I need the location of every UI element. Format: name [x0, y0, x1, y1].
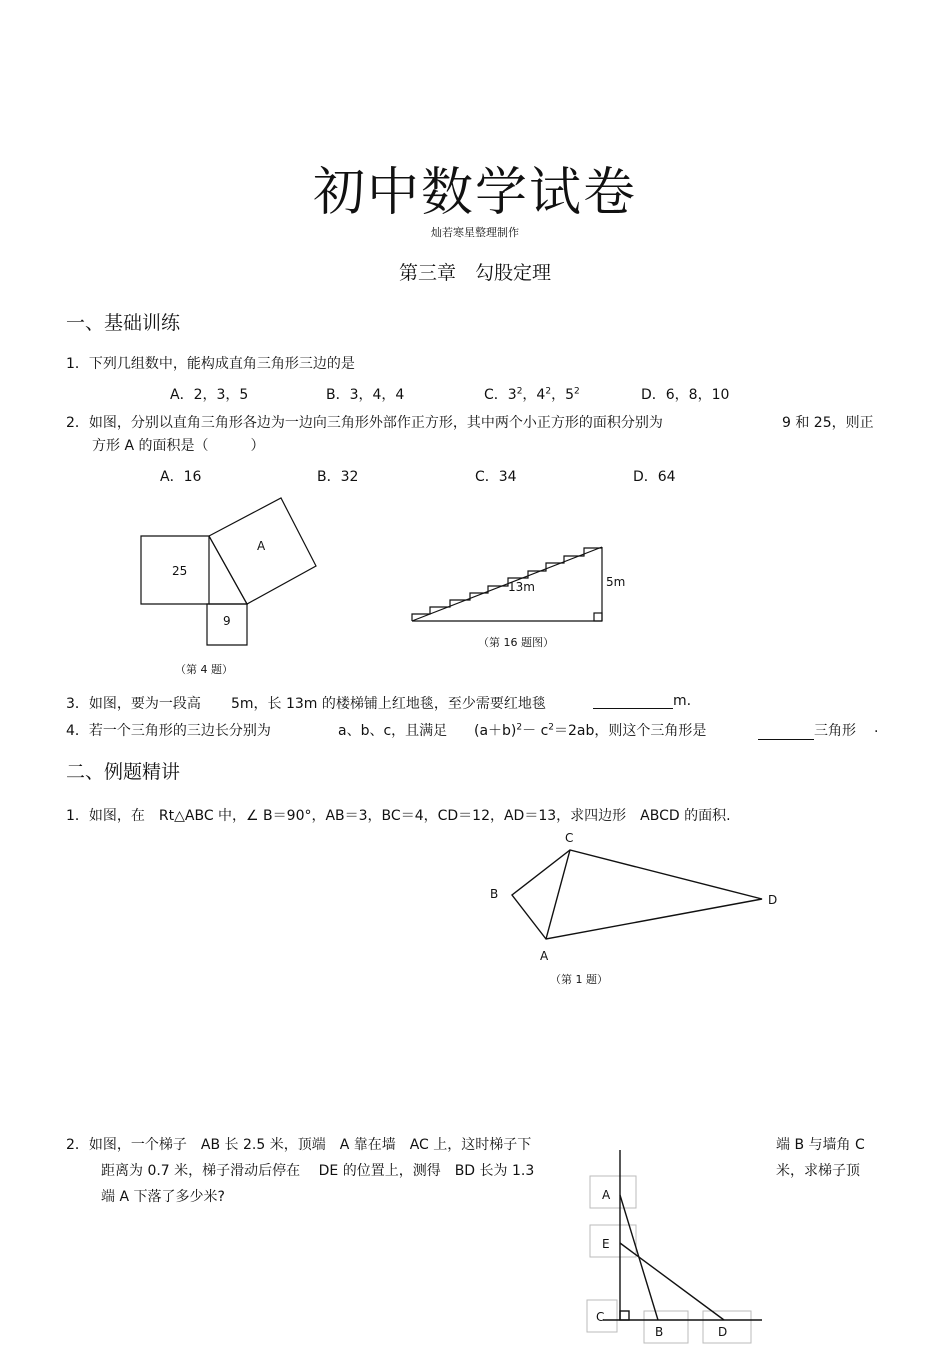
label-b: B	[655, 1325, 664, 1339]
question-2-option-a: A．16	[160, 469, 202, 485]
question-4-text-a: 4．若一个三角形的三边长分别为	[66, 723, 271, 739]
question-1-option-a: A．2，3，5	[170, 387, 249, 403]
label-a: A	[602, 1188, 611, 1202]
label-b: B	[490, 887, 499, 901]
label-box-a	[590, 1176, 636, 1208]
example-2-line3: 端 A 下落了多少米?	[101, 1189, 225, 1205]
question-4-end: .	[874, 720, 879, 736]
question-2-line1: 2．如图，分别以直角三角形各边为一边向三角形外部作正方形，其中两个小正方形的面积分别为	[66, 415, 663, 431]
example-2-line2: 距离为 0.7 米，梯子滑动后停在 DE 的位置上，测得 BD 长为 1.3	[101, 1163, 535, 1179]
question-3-blank: m.	[593, 693, 691, 709]
label-9: 9	[223, 614, 231, 628]
caption-fig16: （第 16 题图）	[478, 636, 554, 649]
label-a: A	[540, 949, 549, 963]
ladder-ed	[620, 1243, 724, 1320]
question-2-option-b: B．32	[317, 469, 359, 485]
question-1-text: 1．下列几组数中，能构成直角三角形三边的是	[66, 356, 355, 372]
caption-fig4: （第 4 题）	[175, 663, 233, 676]
example-2-line2-end: 米，求梯子顶	[776, 1163, 860, 1179]
label-13m: 13m	[508, 580, 535, 594]
section-heading-basic: 一、基础训练	[66, 312, 181, 334]
label-c: C	[596, 1310, 605, 1324]
label-a: A	[257, 539, 266, 553]
exam-subtitle: 灿若寒星整理制作	[431, 226, 519, 239]
right-angle-mark	[620, 1311, 629, 1320]
question-4-text-b: a、b、c，且满足	[338, 723, 448, 739]
label-e: E	[602, 1237, 610, 1251]
label-c: C	[565, 831, 574, 845]
question-1-option-d: D．6，8，10	[641, 387, 730, 403]
question-2-line1-end: 9 和 25，则正	[782, 415, 874, 431]
example-2-line1-end: 端 B 与墙角 C	[776, 1137, 865, 1153]
question-3-text-a: 3．如图，要为一段高	[66, 696, 201, 712]
label-d: D	[768, 893, 778, 907]
question-1-option-b: B．3，4，4	[326, 387, 405, 403]
label-d: D	[718, 1325, 728, 1339]
caption-fig1: （第 1 题）	[550, 973, 608, 986]
example-2-line1: 2．如图，一个梯子 AB 长 2.5 米，顶端 A 靠在墙 AC 上，这时梯子下	[66, 1137, 532, 1153]
chapter-title: 第三章 勾股定理	[398, 262, 551, 284]
example-1-text: 1．如图，在 Rt△ABC 中，∠ B＝90°，AB＝3，BC＝4，CD＝12，AD＝13，求四边形 ABCD 的面积.	[66, 808, 731, 824]
question-4-formula: $(a+b)^2- c^2=2ab$，则这个三角形是	[474, 722, 707, 739]
question-3-text-b: 5m，长 13m 的楼梯铺上红地毯，至少需要红地毯	[231, 696, 546, 712]
section-heading-examples: 二、例题精讲	[66, 761, 181, 783]
question-2-option-d: D．64	[633, 469, 676, 485]
exam-title: 初中数学试卷	[312, 163, 637, 223]
question-1-option-c: C．$3^2$，$4^2$，$5^2$	[484, 386, 580, 403]
question-2-line2: 方形 A 的面积是（ ）	[92, 438, 265, 454]
label-box-e	[590, 1225, 636, 1257]
label-25: 25	[172, 564, 188, 578]
label-box-b	[644, 1311, 688, 1343]
label-5m: 5m	[606, 575, 626, 589]
question-4-blank: 三角形	[758, 720, 856, 740]
question-2-option-c: C．34	[475, 469, 517, 485]
